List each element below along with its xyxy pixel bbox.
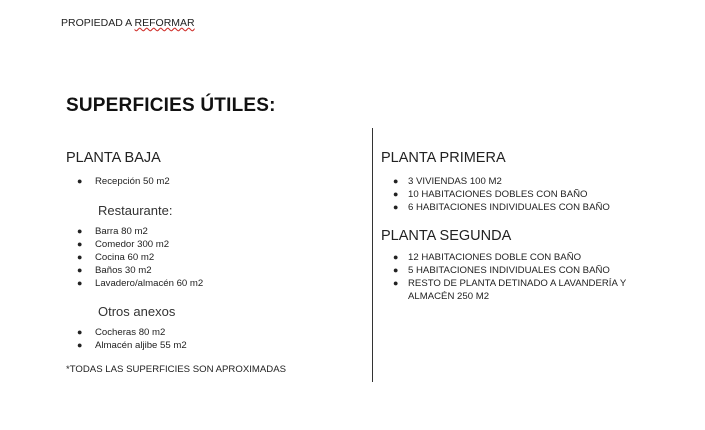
bullet-icon: ●	[393, 265, 399, 275]
bullet-icon: ●	[77, 252, 83, 262]
list-item-text: 12 HABITACIONES DOBLE CON BAÑO	[408, 252, 582, 263]
list-item	[381, 264, 681, 277]
bullet-icon: ●	[393, 202, 399, 212]
list-item-text: 10 HABITACIONES DOBLES CON BAÑO	[408, 189, 588, 200]
list-item-text: 5 HABITACIONES INDIVIDUALES CON BAÑO	[408, 265, 610, 276]
list-item	[381, 175, 681, 188]
bullet-icon: ●	[77, 278, 83, 288]
list-item	[66, 326, 356, 339]
list-item-text: Comedor 300 m2	[95, 239, 170, 250]
document-header	[61, 17, 195, 29]
bullet-icon: ●	[77, 327, 83, 337]
bullet-icon: ●	[77, 176, 83, 186]
list-item	[66, 251, 356, 264]
planta-baja-list	[66, 175, 356, 188]
section-heading-planta-segunda: PLANTA SEGUNDA	[381, 228, 512, 244]
right-column	[381, 150, 681, 303]
restaurante-list	[66, 225, 356, 290]
header-prefix: PROPIEDAD A	[61, 17, 135, 29]
bullet-icon: ●	[393, 278, 399, 288]
list-item-continuation	[381, 290, 681, 303]
list-item-text: Lavadero/almacén 60 m2	[95, 278, 204, 289]
list-item	[381, 201, 681, 214]
footnote: *TODAS LAS SUPERFICIES SON APROXIMADAS	[66, 364, 287, 375]
list-item-text: RESTO DE PLANTA DETINADO A LAVANDERÍA Y	[408, 278, 627, 289]
list-item	[66, 238, 356, 251]
list-item-text: 6 HABITACIONES INDIVIDUALES CON BAÑO	[408, 202, 610, 213]
list-item	[66, 225, 356, 238]
list-item-text: Recepción 50 m2	[95, 176, 170, 187]
planta-segunda-list	[381, 251, 681, 303]
list-item-text: Cocina 60 m2	[95, 252, 155, 263]
section-heading-restaurante: Restaurante:	[98, 203, 173, 218]
section-heading-planta-primera: PLANTA PRIMERA	[381, 150, 506, 166]
bullet-icon: ●	[77, 340, 83, 350]
planta-primera-list	[381, 175, 681, 214]
list-item	[381, 277, 681, 290]
list-item-text: Almacén aljibe 55 m2	[95, 340, 187, 351]
list-item-text: 3 VIVIENDAS 100 M2	[408, 176, 502, 187]
bullet-icon: ●	[393, 176, 399, 186]
bullet-icon: ●	[77, 226, 83, 236]
bullet-icon: ●	[77, 265, 83, 275]
list-item-text: ALMACÉN 250 M2	[408, 291, 490, 302]
bullet-icon: ●	[393, 189, 399, 199]
list-item-text: Baños 30 m2	[95, 265, 152, 276]
bullet-icon: ●	[393, 252, 399, 262]
left-column	[66, 150, 356, 352]
list-item-text: Barra 80 m2	[95, 226, 148, 237]
page-title: SUPERFICIES ÚTILES:	[66, 95, 276, 116]
list-item-text: Cocheras 80 m2	[95, 327, 166, 338]
list-item	[381, 251, 681, 264]
section-heading-planta-baja: PLANTA BAJA	[66, 150, 161, 166]
list-item	[66, 277, 356, 290]
list-item	[381, 188, 681, 201]
list-item	[66, 264, 356, 277]
otros-anexos-list	[66, 326, 356, 352]
section-heading-otros-anexos: Otros anexos	[98, 304, 176, 319]
header-underlined-word: REFORMAR	[134, 17, 195, 29]
list-item	[66, 339, 356, 352]
column-divider	[372, 128, 373, 382]
bullet-icon: ●	[77, 239, 83, 249]
list-item	[66, 175, 356, 188]
